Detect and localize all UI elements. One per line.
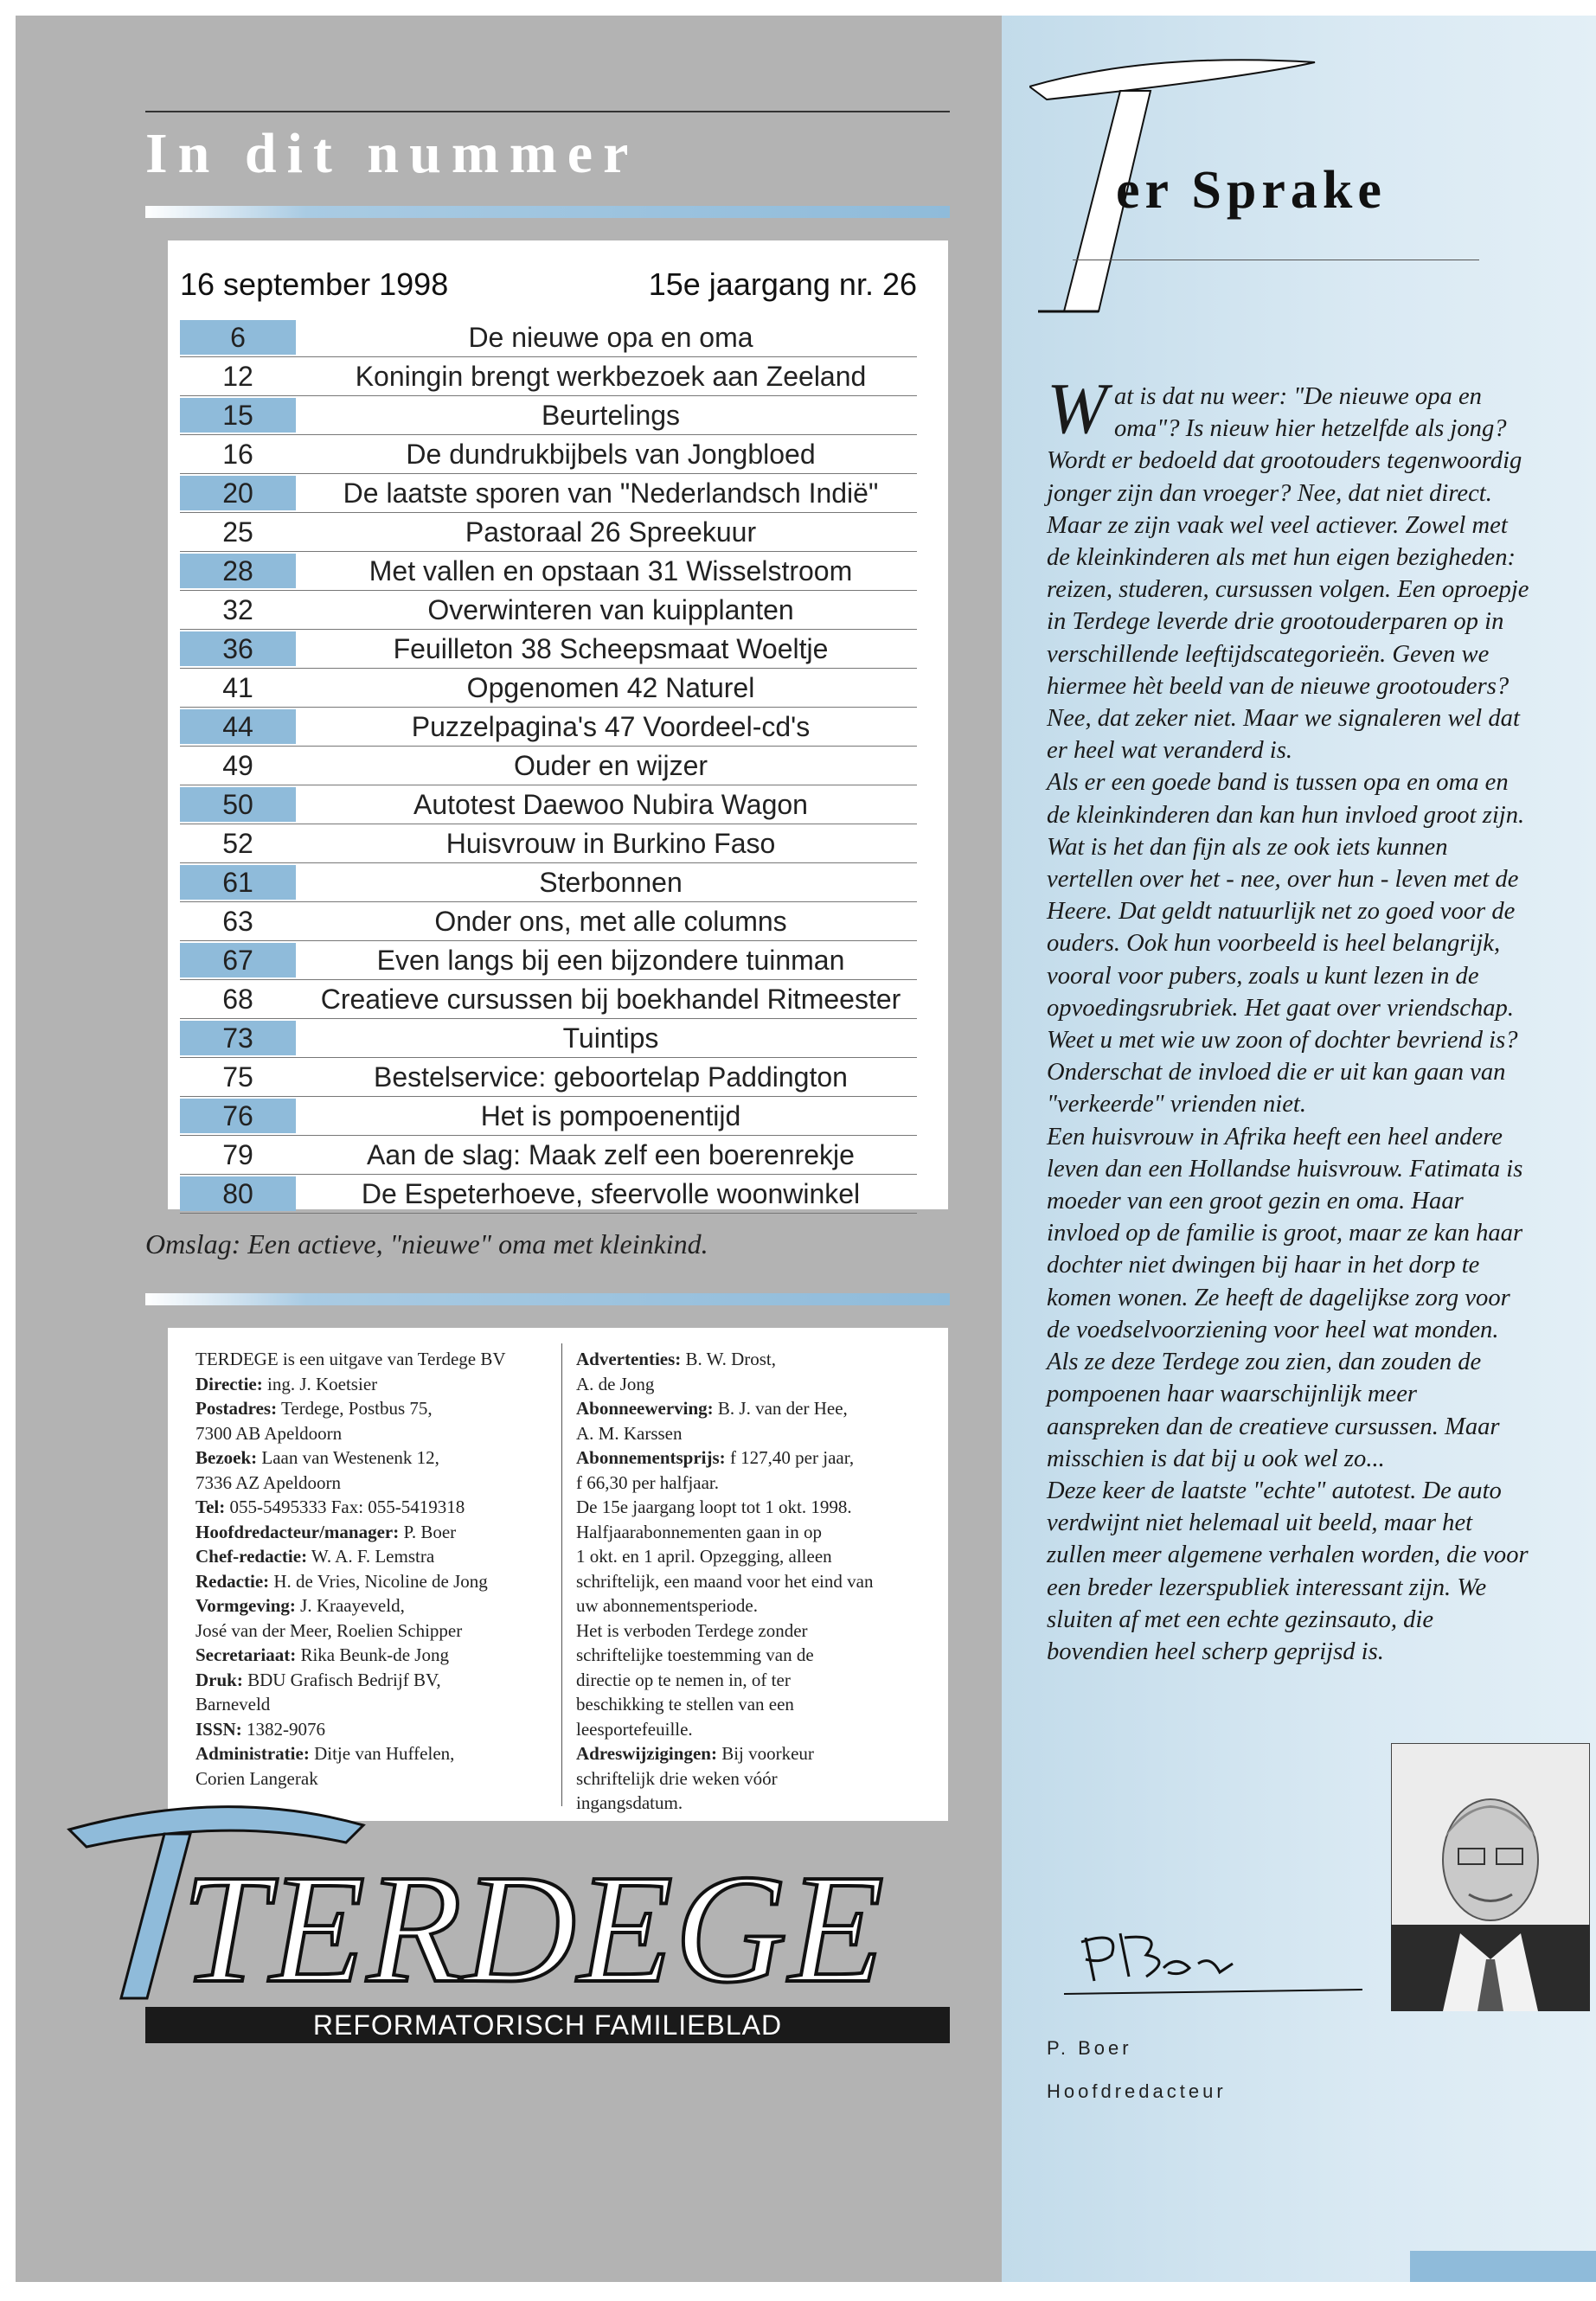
blue-divider-top <box>145 206 950 218</box>
colophon-value: P. Boer <box>399 1521 457 1542</box>
colophon-label: Tel: <box>195 1497 226 1517</box>
colophon-line <box>576 1445 939 1471</box>
terdege-logo <box>52 1795 969 2003</box>
colophon-value: W. A. F. Lemstra <box>307 1546 435 1567</box>
colophon-line <box>195 1544 542 1569</box>
colophon-value: J. Kraayeveld, <box>295 1595 405 1616</box>
toc-row <box>180 902 917 941</box>
colophon-value: 055-5495333 Fax: 055-5419318 <box>225 1497 465 1517</box>
colophon-line <box>195 1692 542 1717</box>
toc-row <box>180 941 917 980</box>
toc-title: De laatste sporen van "Nederlandsch Indië" <box>343 477 879 509</box>
colophon-line <box>195 1471 542 1496</box>
colophon-label: Directie: <box>195 1373 263 1394</box>
colophon-label: Adreswijzigingen: <box>576 1743 717 1764</box>
colophon-value: f 127,40 per jaar, <box>725 1447 855 1468</box>
colophon-line <box>576 1717 939 1742</box>
colophon-line <box>195 1396 542 1421</box>
colophon-value: A. de Jong <box>576 1373 655 1394</box>
colophon-line <box>195 1421 542 1446</box>
toc-row <box>180 785 917 824</box>
editorial-paragraph-4: Deze keer de laatste "echte" autotest. De auto verdwijnt niet helemaal uit beeld, maar het zullen meer algemene verhalen worden, die voor een breder lezerspubliek interessant zijn. We sluiten af met een echte gezinsauto, die bovendien heel scherp geprijsd is. <box>1047 1477 1529 1665</box>
toc-row <box>180 630 917 669</box>
toc-title: Onder ons, met alle columns <box>434 905 787 937</box>
colophon-value: Terdege, Postbus 75, <box>277 1398 433 1419</box>
colophon-value: ing. J. Koetsier <box>262 1373 378 1394</box>
toc-row <box>180 513 917 552</box>
colophon-label: Chef-redactie: <box>195 1546 308 1567</box>
colophon-line <box>576 1643 939 1668</box>
colophon-line <box>576 1766 939 1791</box>
toc-page-number: 44 <box>180 709 296 744</box>
colophon-line <box>576 1421 939 1446</box>
colophon-value: f 66,30 per halfjaar. <box>576 1471 720 1493</box>
toc-title: Aan de slag: Maak zelf een boerenrekje <box>367 1138 855 1170</box>
colophon-label: Postadres: <box>195 1398 278 1419</box>
toc-title: De dundrukbijbels van Jongbloed <box>406 438 816 470</box>
toc-row <box>180 824 917 863</box>
toc-title: Koningin brengt werkbezoek aan Zeeland <box>355 360 867 392</box>
toc-page-number: 79 <box>222 1138 253 1170</box>
colophon-value: Barneveld <box>195 1694 271 1715</box>
colophon-value: 7336 AZ Apeldoorn <box>195 1471 341 1493</box>
toc-row <box>180 435 917 474</box>
toc-page-number: 6 <box>180 320 296 355</box>
colophon-line <box>195 1569 542 1594</box>
colophon-line <box>576 1520 939 1545</box>
toc-page-number: 73 <box>180 1021 296 1055</box>
toc-row <box>180 474 917 513</box>
colophon-divider <box>561 1343 562 1806</box>
colophon-value: schriftelijk, een maand voor het eind van <box>576 1570 874 1592</box>
toc-row <box>180 1136 917 1175</box>
toc-row <box>180 747 917 785</box>
toc-page-number: 25 <box>222 516 253 548</box>
colophon-line <box>195 1347 542 1372</box>
toc-title: De nieuwe opa en oma <box>468 321 753 353</box>
colophon-label: ISSN: <box>195 1718 242 1740</box>
toc-row <box>180 1175 917 1214</box>
toc-page-number: 20 <box>180 476 296 510</box>
colophon-value: schriftelijk drie weken vóór <box>576 1767 778 1789</box>
toc-page-number: 61 <box>180 865 296 900</box>
blue-divider-bottom <box>145 1293 950 1305</box>
toc-page-number: 16 <box>222 438 253 470</box>
colophon-value: uw abonnementsperiode. <box>576 1595 758 1616</box>
toc-title: Ouder en wijzer <box>513 749 708 781</box>
toc-page-number: 50 <box>180 787 296 822</box>
toc-row <box>180 396 917 435</box>
colophon-line <box>195 1618 542 1644</box>
colophon-value: TERDEGE is een uitgave van Terdege BV <box>195 1349 506 1369</box>
colophon-value: 1382-9076 <box>241 1718 325 1740</box>
toc-title: De Espeterhoeve, sfeervolle woonwinkel <box>361 1177 861 1209</box>
editorial-paragraph-3: Een huisvrouw in Afrika heeft een heel andere leven dan een Hollandse huisvrouw. Fatimata is moeder van een groot gezin en oma. Haar invloed op de familie is groot, maar ze kan haar dochter niet dwingen bij haar in het dorp te komen wonen. Ze heeft de dagelijkse zorg voor de voedselvoorziening voor heel wat monden. Als ze deze Terdege zou zien, dan zouden de pompoenen haar waarschijnlijk meer aanspreken dan de creatieve cursussen. Maar misschien is dat bij u ook wel zo... <box>1047 1123 1523 1472</box>
toc-page-number: 52 <box>222 827 253 859</box>
colophon-value: De 15e jaargang loopt tot 1 okt. 1998. <box>576 1497 852 1517</box>
toc-title: Tuintips <box>562 1022 659 1054</box>
colophon-line <box>195 1593 542 1618</box>
toc-page-number: 15 <box>180 398 296 433</box>
toc-page-number: 36 <box>180 631 296 666</box>
colophon-value: José van der Meer, Roelien Schipper <box>195 1619 463 1641</box>
colophon-label: Abonneewerving: <box>576 1398 714 1419</box>
signature-role: Hoofdredacteur <box>1047 2080 1227 2102</box>
colophon-value: directie op te nemen in, of ter <box>576 1669 791 1690</box>
toc-list <box>180 318 917 1214</box>
toc-title: Beurtelings <box>541 399 681 431</box>
colophon-value: Bij voorkeur <box>716 1743 814 1764</box>
logo-text: TERDEGE <box>182 1843 886 2003</box>
issue-number: 15e jaargang nr. 26 <box>648 266 917 302</box>
colophon-label: Advertenties: <box>576 1349 682 1369</box>
colophon-value: Laan van Westenenk 12, <box>257 1447 439 1468</box>
colophon-value: B. W. Drost, <box>681 1349 776 1369</box>
colophon-line <box>195 1668 542 1693</box>
colophon-line <box>576 1692 939 1717</box>
top-rule <box>145 111 950 112</box>
colophon-value: 1 okt. en 1 april. Opzegging, alleen <box>576 1546 832 1567</box>
toc-row <box>180 1097 917 1136</box>
tagline: REFORMATORISCH FAMILIEBLAD <box>145 2007 950 2043</box>
corner-accent <box>1410 2251 1596 2282</box>
toc-page-number: 28 <box>180 554 296 588</box>
toc-title: Autotest Daewoo Nubira Wagon <box>413 788 808 820</box>
toc-row <box>180 318 917 357</box>
editor-portrait <box>1391 1743 1590 2011</box>
colophon-line <box>576 1668 939 1693</box>
colophon-value: 7300 AB Apeldoorn <box>195 1422 343 1444</box>
colophon-line <box>195 1495 542 1520</box>
colophon-value: Ditje van Huffelen, <box>309 1743 455 1764</box>
toc-title: Bestelservice: geboortelap Paddington <box>374 1061 848 1093</box>
colophon-line <box>195 1372 542 1397</box>
toc-title: Opgenomen 42 Naturel <box>466 671 755 703</box>
editor-signature <box>1060 1912 1371 2007</box>
toc-title: Feuilleton 38 Scheepsmaat Woeltje <box>393 632 829 664</box>
toc-row <box>180 980 917 1019</box>
colophon-label: Abonnementsprijs: <box>576 1447 726 1468</box>
colophon-value: A. M. Karssen <box>576 1422 683 1444</box>
toc-page-number: 67 <box>180 943 296 977</box>
toc-page-number: 63 <box>222 905 253 937</box>
toc-row <box>180 591 917 630</box>
toc-title: Overwinteren van kuipplanten <box>427 593 794 625</box>
toc-title: Pastoraal 26 Spreekuur <box>465 516 757 548</box>
editorial-paragraph-2: Als er een goede band is tussen opa en oma en de kleinkinderen dan kan hun invloed groot zijn. Wat is het dan fijn als ze ook iets kunnen vertellen over het - nee, over hun - leven met de Heere. Dat geldt natuurlijk net zo goed voor de ouders. Ook hun voorbeeld is heel belangrijk, vooral voor pubers, zoals u kunt lezen in de opvoedingsrubriek. Het gaat over vriendschap. Weet u met wie uw zoon of dochter bevriend is? Onderschat de invloed die er uit kan gaan van "verkeerde" vrienden niet. <box>1047 769 1525 1118</box>
table-of-contents <box>168 240 948 1209</box>
contents-heading: In dit nummer <box>145 122 639 185</box>
colophon-line <box>576 1495 939 1520</box>
colophon-value: schriftelijke toestemming van de <box>576 1644 814 1665</box>
toc-row <box>180 552 917 591</box>
colophon <box>168 1328 948 1821</box>
colophon-value: ingangsdatum. <box>576 1792 683 1813</box>
toc-row <box>180 1058 917 1097</box>
colophon-line <box>576 1372 939 1397</box>
toc-page-number: 32 <box>222 593 253 625</box>
colophon-value: beschikking te stellen van een <box>576 1694 794 1715</box>
editorial-text <box>1047 369 1531 1668</box>
colophon-value: Het is verboden Terdege zonder <box>576 1619 808 1641</box>
colophon-line <box>195 1717 542 1742</box>
colophon-line <box>576 1396 939 1421</box>
colophon-line <box>576 1618 939 1644</box>
issue-date: 16 september 1998 <box>180 266 449 302</box>
ter-sprake-title: er Sprake <box>1116 161 1387 220</box>
colophon-value: Rika Beunk-de Jong <box>296 1644 449 1665</box>
toc-row <box>180 357 917 396</box>
colophon-line <box>195 1741 542 1766</box>
issue-header <box>180 266 917 303</box>
toc-page-number: 49 <box>222 749 253 781</box>
colophon-column-right <box>576 1347 939 1816</box>
colophon-line <box>576 1544 939 1569</box>
colophon-line <box>576 1347 939 1372</box>
toc-title: Creatieve cursussen bij boekhandel Ritmeester <box>320 983 901 1015</box>
colophon-line <box>195 1766 542 1791</box>
colophon-line <box>195 1520 542 1545</box>
signature-name: P. Boer <box>1047 2037 1132 2059</box>
toc-row <box>180 669 917 708</box>
toc-row <box>180 1019 917 1058</box>
colophon-column-left <box>195 1347 542 1791</box>
toc-page-number: 41 <box>222 671 253 703</box>
drop-cap: W <box>1047 369 1107 449</box>
colophon-value: Halfjaarabonnementen gaan in op <box>576 1521 822 1542</box>
colophon-line <box>576 1569 939 1594</box>
toc-page-number: 80 <box>180 1176 296 1211</box>
toc-title: Even langs bij een bijzondere tuinman <box>376 944 845 976</box>
colophon-line <box>576 1471 939 1496</box>
colophon-value: BDU Grafisch Bedrijf BV, <box>242 1669 441 1690</box>
colophon-value: leesportefeuille. <box>576 1718 693 1740</box>
colophon-label: Redactie: <box>195 1570 270 1592</box>
toc-title: Sterbonnen <box>539 866 683 898</box>
colophon-label: Administratie: <box>195 1743 310 1764</box>
colophon-label: Hoofdredacteur/manager: <box>195 1521 400 1542</box>
colophon-line <box>195 1643 542 1668</box>
colophon-value: B. J. van der Hee, <box>713 1398 848 1419</box>
colophon-label: Druk: <box>195 1669 243 1690</box>
toc-title: Puzzelpagina's 47 Voordeel-cd's <box>411 710 811 742</box>
toc-title: Met vallen en opstaan 31 Wisselstroom <box>369 554 853 586</box>
toc-row <box>180 863 917 902</box>
colophon-label: Secretariaat: <box>195 1644 297 1665</box>
colophon-value: H. de Vries, Nicoline de Jong <box>269 1570 488 1592</box>
toc-page-number: 76 <box>180 1099 296 1133</box>
toc-page-number: 75 <box>222 1061 253 1093</box>
colophon-line <box>576 1741 939 1766</box>
editorial-paragraph-1: Wat is dat nu weer: "De nieuwe opa en oma"? Is nieuw hier hetzelfde als jong? Wordt er bedoeld dat grootouders tegenwoordig jonger zijn dan vroeger? Nee, dat niet direct. Maar ze zijn vaak wel veel actiever. Zowel met de kleinkinderen als met hun eigen bezigheden: reizen, studeren, cursussen volgen. Een oproepje in Terdege leverde drie grootouderparen op in verschillende leeftijdscategorieën. Geven we hiermee hèt beeld van de nieuwe grootouders? Nee, dat zeker niet. Maar we signaleren wel dat er heel wat veranderd is. <box>1047 369 1529 765</box>
colophon-label: Vormgeving: <box>195 1595 296 1616</box>
colophon-line <box>576 1593 939 1618</box>
colophon-value: Corien Langerak <box>195 1767 318 1789</box>
toc-page-number: 12 <box>222 360 253 392</box>
cover-caption: Omslag: Een actieve, "nieuwe" oma met kleinkind. <box>145 1228 708 1259</box>
toc-page-number: 68 <box>222 983 253 1015</box>
toc-row <box>180 708 917 747</box>
toc-title: Huisvrouw in Burkino Faso <box>445 827 776 859</box>
colophon-line <box>195 1445 542 1471</box>
colophon-label: Bezoek: <box>195 1447 258 1468</box>
toc-title: Het is pompoenentijd <box>480 1099 741 1131</box>
